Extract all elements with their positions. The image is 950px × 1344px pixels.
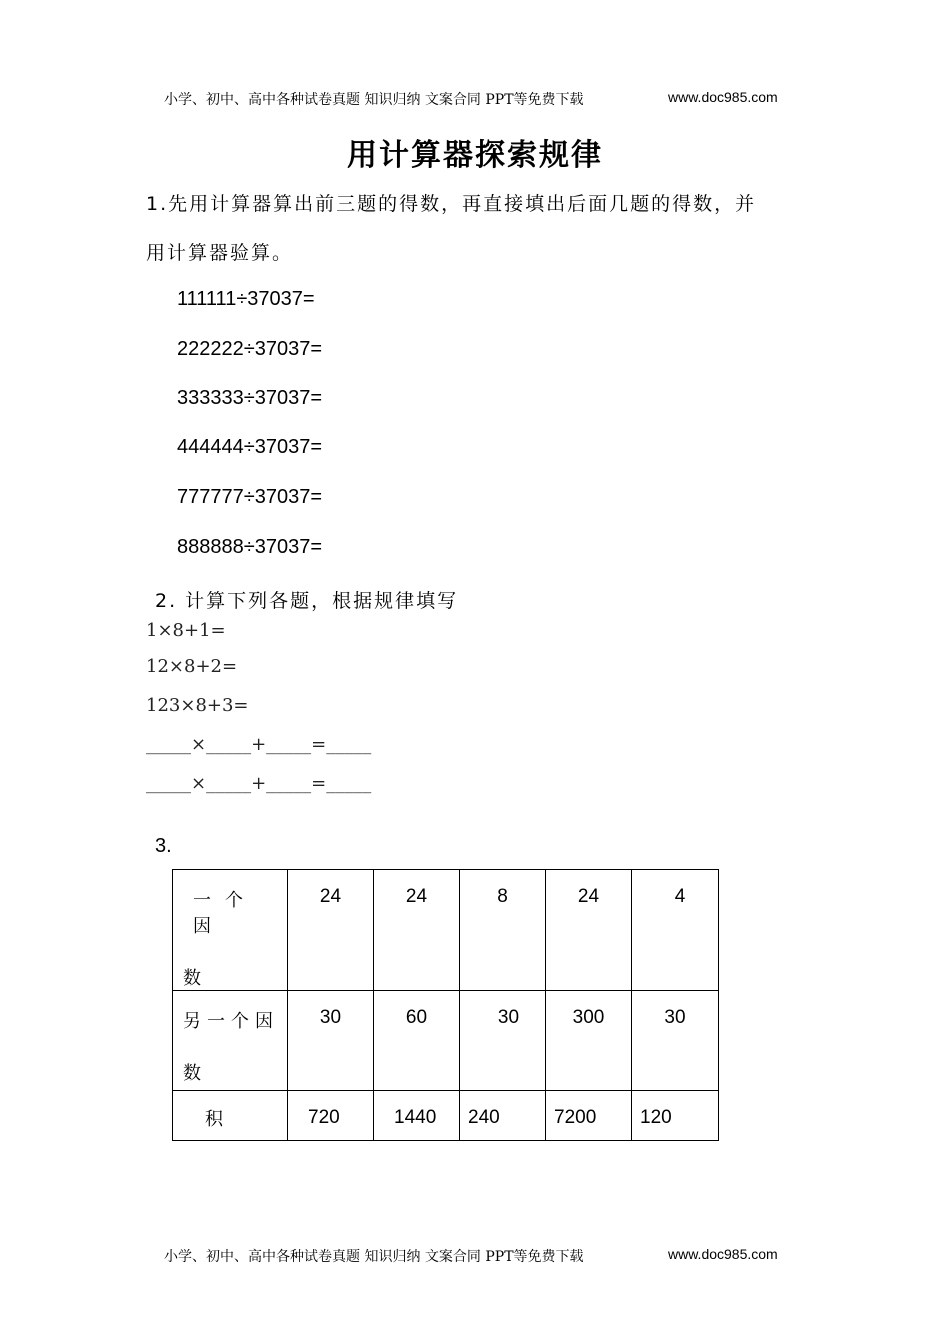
product-cell: 120 (640, 1107, 672, 1128)
factor1-cell: 24 (405, 886, 428, 907)
factor2-cell: 60 (405, 1007, 428, 1028)
factor1-cell: 24 (577, 886, 600, 907)
factor2-cell: 30 (319, 1007, 342, 1028)
q2-item-2: 12×8+2= (146, 656, 238, 677)
q2-intro: 2. 计算下列各题，根据规律填写 (155, 590, 459, 612)
q2-blank-line-2: _____×_____+_____=_____ (146, 773, 372, 794)
row-label-factor2-b: 数 (183, 1063, 201, 1083)
page-title: 用计算器探索规律 (347, 138, 603, 173)
factor1-cell: 24 (319, 886, 342, 907)
product-cell: 1440 (394, 1107, 437, 1128)
header-site-link[interactable]: www.doc985.com (668, 89, 778, 105)
product-cell: 7200 (554, 1107, 597, 1128)
q1-intro-line1: 1.先用计算器算出前三题的得数，再直接填出后面几题的得数，并 (146, 193, 757, 215)
row-label-factor1 (173, 870, 288, 991)
factor2-cell: 300 (572, 1007, 605, 1028)
table-row-product (173, 1091, 719, 1141)
q1-item-3: 333333÷37037= (177, 387, 323, 409)
header-text: 小学、初中、高中各种试卷真题 知识归纳 文案合同 PPT等免费下载 (164, 92, 584, 108)
q3-label: 3. (155, 835, 172, 857)
q1-item-4: 444444÷37037= (177, 436, 323, 458)
q1-intro-line2: 用计算器验算。 (146, 242, 294, 264)
q1-item-1: 111111÷37037= (177, 288, 315, 310)
table-row-factor2 (173, 991, 719, 1091)
q2-blank-line-1: _____×_____+_____=_____ (146, 734, 372, 755)
factor2-cell: 30 (664, 1007, 686, 1028)
product-cell: 240 (468, 1107, 500, 1128)
factor2-cell: 30 (497, 1007, 520, 1028)
row-label-product (173, 1091, 288, 1141)
q1-item-5: 777777÷37037= (177, 486, 323, 508)
factor-product-table (172, 869, 719, 1141)
table-row-factor1 (173, 870, 719, 991)
row-label-factor2-a: 另一个因 (183, 1011, 279, 1031)
row-label-product-text: 积 (205, 1109, 223, 1129)
q2-item-3: 123×8+3= (146, 695, 249, 716)
footer-text: 小学、初中、高中各种试卷真题 知识归纳 文案合同 PPT等免费下载 (164, 1249, 584, 1265)
footer-site-link[interactable]: www.doc985.com (668, 1246, 778, 1262)
row-label-factor1-b: 数 (183, 968, 201, 988)
row-label-factor2 (173, 991, 288, 1091)
factor1-cell: 4 (674, 886, 686, 907)
product-cell: 720 (308, 1107, 340, 1128)
q1-item-6: 888888÷37037= (177, 536, 323, 558)
q1-item-2: 222222÷37037= (177, 338, 323, 360)
row-label-factor1-a: 一个因 (193, 890, 257, 936)
q2-item-1: 1×8+1= (146, 620, 226, 641)
factor1-cell: 8 (497, 886, 508, 907)
